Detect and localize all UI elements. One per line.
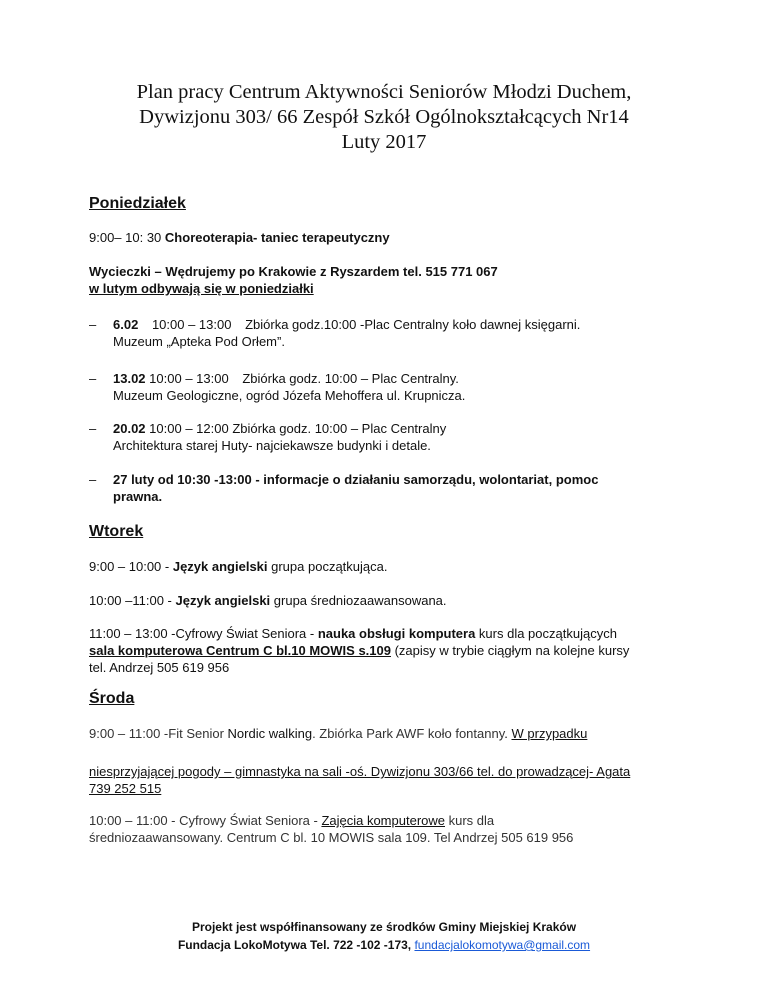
list-dash: – bbox=[89, 317, 97, 332]
footer bbox=[60, 918, 708, 954]
tuesday-time-1: 9:00 – 10:00 - bbox=[89, 559, 173, 574]
computer-course-intro: 11:00 – 13:00 -Cyfrowy Świat Seniora - bbox=[89, 626, 318, 641]
trip-date: 6.02 bbox=[113, 317, 139, 332]
trip-time: 10:00 – 13:00 bbox=[151, 317, 232, 332]
tuesday-contact: tel. Andrzej 505 619 956 bbox=[89, 660, 230, 675]
trips-note: w lutym odbywają się w poniedziałki bbox=[89, 281, 314, 296]
self-government-info: 27 luty od 10:30 -13:00 - informacje o działaniu samorządu, wolontariat, pomoc bbox=[113, 472, 599, 487]
heading-tuesday: Wtorek bbox=[89, 523, 144, 540]
enrollment-note: (zapisy w trybie ciągłym na kolejne kursy bbox=[390, 643, 630, 658]
tuesday-computer-course bbox=[89, 625, 629, 676]
heading-wednesday: Środa bbox=[89, 690, 135, 707]
instructor-phone: 739 252 515 bbox=[89, 781, 162, 796]
title-line-3: Luty 2017 bbox=[341, 131, 427, 153]
list-dash: – bbox=[89, 371, 97, 386]
trip-destination: Architektura starej Huty- najciekawsze budynki i detale. bbox=[113, 438, 431, 453]
title-line-1: Plan pracy Centrum Aktywności Seniorów Młodzi Duchem, bbox=[136, 81, 632, 103]
monday-choreotherapy bbox=[89, 229, 390, 246]
self-government-info-cont: prawna. bbox=[113, 489, 163, 504]
monday-time: 9:00– 10: 30 bbox=[89, 230, 162, 245]
wednesday-nordic-walking bbox=[89, 725, 587, 742]
nordic-intro: 9:00 – 11:00 -Fit Senior bbox=[89, 726, 228, 741]
title-line-2: Dywizjonu 303/ 66 Zespół Szkół Ogólnokształcących Nr14 bbox=[139, 106, 629, 128]
english-subject-1: Język angielski bbox=[172, 559, 268, 574]
bad-weather-line: niesprzyjającej pogody – gimnastyka na sali -oś. Dywizjonu 303/66 tel. do prowadzącej- Agata bbox=[89, 764, 631, 779]
heading-monday: Poniedziałek bbox=[89, 195, 186, 212]
trip-meeting: Zbiórka godz. 10:00 – Plac Centralny bbox=[232, 421, 447, 436]
computer-course-level: kurs dla początkujących bbox=[475, 626, 617, 641]
trip-time: 10:00 – 13:00 bbox=[149, 371, 229, 386]
tuesday-time-2: 10:00 –11:00 - bbox=[89, 593, 176, 608]
trip-meeting: Zbiórka godz.10:00 -Plac Centralny koło dawnej księgarni. bbox=[245, 317, 581, 332]
list-dash: – bbox=[89, 472, 97, 487]
tuesday-english-beginners bbox=[89, 558, 387, 575]
trip-destination: Muzeum „Apteka Pod Orłem”. bbox=[113, 334, 285, 349]
nordic-separator: . bbox=[504, 726, 512, 741]
trip-meeting: Zbiórka godz. 10:00 – Plac Centralny. bbox=[242, 371, 459, 386]
trip-date: 13.02 bbox=[113, 371, 146, 386]
computer-room-location: sala komputerowa Centrum C bl.10 MOWIS s.109 bbox=[89, 643, 391, 658]
foundation-phone: Fundacja LokoMotywa Tel. 722 -102 -173, bbox=[177, 938, 415, 952]
english-group-2: grupa średniozaawansowana. bbox=[270, 593, 447, 608]
foundation-contact bbox=[60, 936, 708, 954]
computer-class-location: średniozaawansowany. Centrum C bl. 10 MOWIS sala 109. Tel Andrzej 505 619 956 bbox=[89, 830, 574, 845]
computer-class-title: Zajęcia komputerowe bbox=[321, 813, 445, 828]
english-subject-2: Język angielski bbox=[175, 593, 271, 608]
monday-activity: Choreoterapia- taniec terapeutyczny bbox=[164, 230, 390, 245]
document-title bbox=[60, 80, 708, 155]
funding-note: Projekt jest współfinansowany ze środków Gminy Miejskiej Kraków bbox=[191, 920, 577, 934]
tuesday-english-intermediate bbox=[89, 592, 447, 609]
computer-class-level: kurs dla bbox=[445, 813, 495, 828]
email-link[interactable]: fundacjalokomotywa@gmail.com bbox=[414, 938, 591, 952]
english-group-1: grupa początkująca. bbox=[267, 559, 388, 574]
trip-date: 20.02 bbox=[113, 421, 146, 436]
computer-class-intro: 10:00 – 11:00 - Cyfrowy Świat Seniora - bbox=[89, 813, 322, 828]
bad-weather-note: W przypadku bbox=[511, 726, 588, 741]
computer-course-title: nauka obsługi komputera bbox=[317, 626, 476, 641]
trips-title: Wycieczki – Wędrujemy po Krakowie z Ryszardem tel. 515 771 067 bbox=[89, 264, 498, 279]
list-dash: – bbox=[89, 421, 97, 436]
nordic-title: Nordic walking bbox=[227, 726, 313, 741]
trip-destination: Muzeum Geologiczne, ogród Józefa Mehoffera ul. Krupnicza. bbox=[113, 388, 466, 403]
wednesday-computer-class bbox=[89, 812, 573, 846]
bad-weather-details bbox=[89, 763, 630, 797]
trip-time: 10:00 – 12:00 bbox=[149, 421, 229, 436]
nordic-meeting: . Zbiórka Park AWF koło fontanny bbox=[312, 726, 505, 741]
